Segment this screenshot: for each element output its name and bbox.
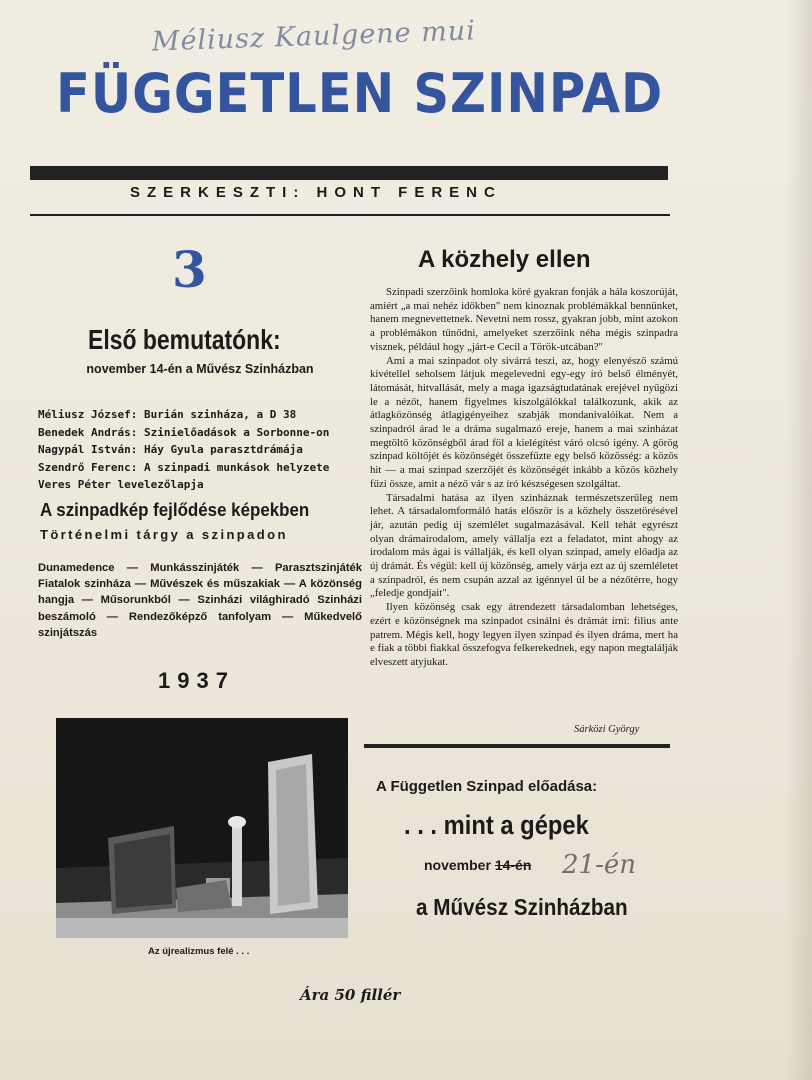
feature-subtitle: Történelmi tárgy a szinpadon	[40, 527, 288, 542]
contents-item: Nagypál István: Háy Gyula parasztdrámája	[38, 443, 303, 457]
masthead-rule-thick	[30, 166, 668, 180]
contents-list	[38, 406, 358, 494]
date-struck: 14-én	[494, 857, 532, 873]
article-paragraph: Szinpadi szerzőink homloka köré gyakran fonják a hála koszorúját, amiért „a mai nehéz időkben" nem kinoznak problémákkal bennünket, hanem megnevettetnek. Nevetni nem rossz, gyakran jobb, mint azokon a problémákon tűnődni, amelyeket szerzőink néha mégis szinpadra visznek, például hogy „járt-e Cecil a Török-utcában?"	[370, 286, 678, 353]
masthead-rule-thin	[30, 214, 670, 216]
section-divider	[364, 744, 670, 748]
handwritten-date: 21-én	[562, 850, 637, 880]
contents-item: Méliusz József: Burián szinháza, a D 38	[38, 408, 297, 421]
feature-title: A szinpadkép fejlődése képekben	[40, 500, 310, 520]
issue-year: 1937	[158, 668, 235, 693]
article-paragraph: Társadalmi hatása az ilyen szinháznak természetszerűleg nem lehet. A társadalomformáló hatás először is a közhely összetörésével jár, azután pedig új szemlélet sugalmazásával. Kell tehát egyrészt olyan drámairodalom, amely vállalja ezt a feladatot, mint ahogy az irodalom más ágai is vállalják, és kell olyan szinpad, amely előadja az új drámát. És végül: kell új közönség, amely várja ezt az új szemléletet a szinpadról, és nem csupán azzal az igénnyel ül be a nézőtérre, hogy „feledje gondjait".	[370, 491, 678, 600]
premiere-title: Első bemutatónk:	[88, 324, 281, 355]
stage-set-illustration	[56, 718, 348, 938]
stage-set-photo	[56, 718, 348, 938]
article-paragraph: Ilyen közönség csak egy átrendezett társadalomban lehetséges, ezért e közönségnek ma szinpadot csinálni és drámát írni: filius ante patrem. Mégis kell, hogy legyen ilyen szinpad és ilyen dráma, mert ha e fiak a többi fiakkal összefogva felkerekednek, egy napon megtalálják elveszett atyjukat.	[370, 601, 678, 668]
article-author: Sárközi György	[574, 724, 640, 735]
performance-title: A Független Szinpad előadása:	[376, 778, 598, 795]
photo-caption: Az újrealizmus felé . . .	[148, 946, 250, 957]
article-paragraph: Ami a mai szinpadot oly sivárrá teszi, az, hogy elenyésző számú kivétellel seholsem látjuk megelevedni egy-egy író belső élményét, látomását, hitvallását, mely a maga igazságtudatának erejével nyűgözi le a nézőt, hanem figyelmes kiszolgálókkal találkozunk, akik az átlagközönség átlagigényeihez szabják mondanivalóikat. Nem a szinpadról árad le a dráma sugalmazó ereje, hanem a mai szinházat megtöltő közönségből árad föl a kielégítést váró olcsó igény. A görög szinpad költőjét és közönségét összefűzte egy belső közösség: a közös hit — a mai szinpad szerzőjét és közönségét inkább a közös közhely fűzi össze, amit a néző vár s az író készségesen szolgáltat.	[370, 354, 678, 490]
masthead-title: FÜGGETLEN SZINPAD	[56, 62, 664, 125]
date-month: november	[424, 857, 491, 873]
performance-play: . . . mint a gépek	[404, 810, 589, 840]
performance-date	[424, 857, 531, 873]
editor-line: SZERKESZTI: HONT FERENC	[130, 184, 502, 201]
price-label: Ára 50 fillér	[300, 986, 401, 1004]
page-edge-shadow	[786, 0, 812, 1080]
issue-number: 3	[172, 240, 207, 299]
contents-item: Benedek András: Szinielőadások a Sorbonne-on	[38, 425, 330, 439]
sections-list: Dunamedence — Munkásszinjáték — Parasztszinjáték Fiatalok szinháza — Művészek és műszakiak — A közönség hangja — Műsorunkból — Szinházi világhiradó Szinházi beszámoló — Rendezőképző tanfolyam — Műkedvelő szinjátszás	[38, 562, 362, 639]
premiere-subtitle: november 14-én a Művész Szinházban	[86, 362, 314, 376]
performance-venue: a Művész Szinházban	[416, 894, 628, 920]
article-body	[370, 286, 678, 670]
contents-item: Szendrő Ferenc: A szinpadi munkások helyzete	[38, 460, 330, 474]
contents-item: Veres Péter levelezőlapja	[38, 478, 204, 492]
article-title: A közhely ellen	[418, 246, 591, 273]
handwritten-note: Méliusz Kaulgene mui	[151, 15, 477, 58]
